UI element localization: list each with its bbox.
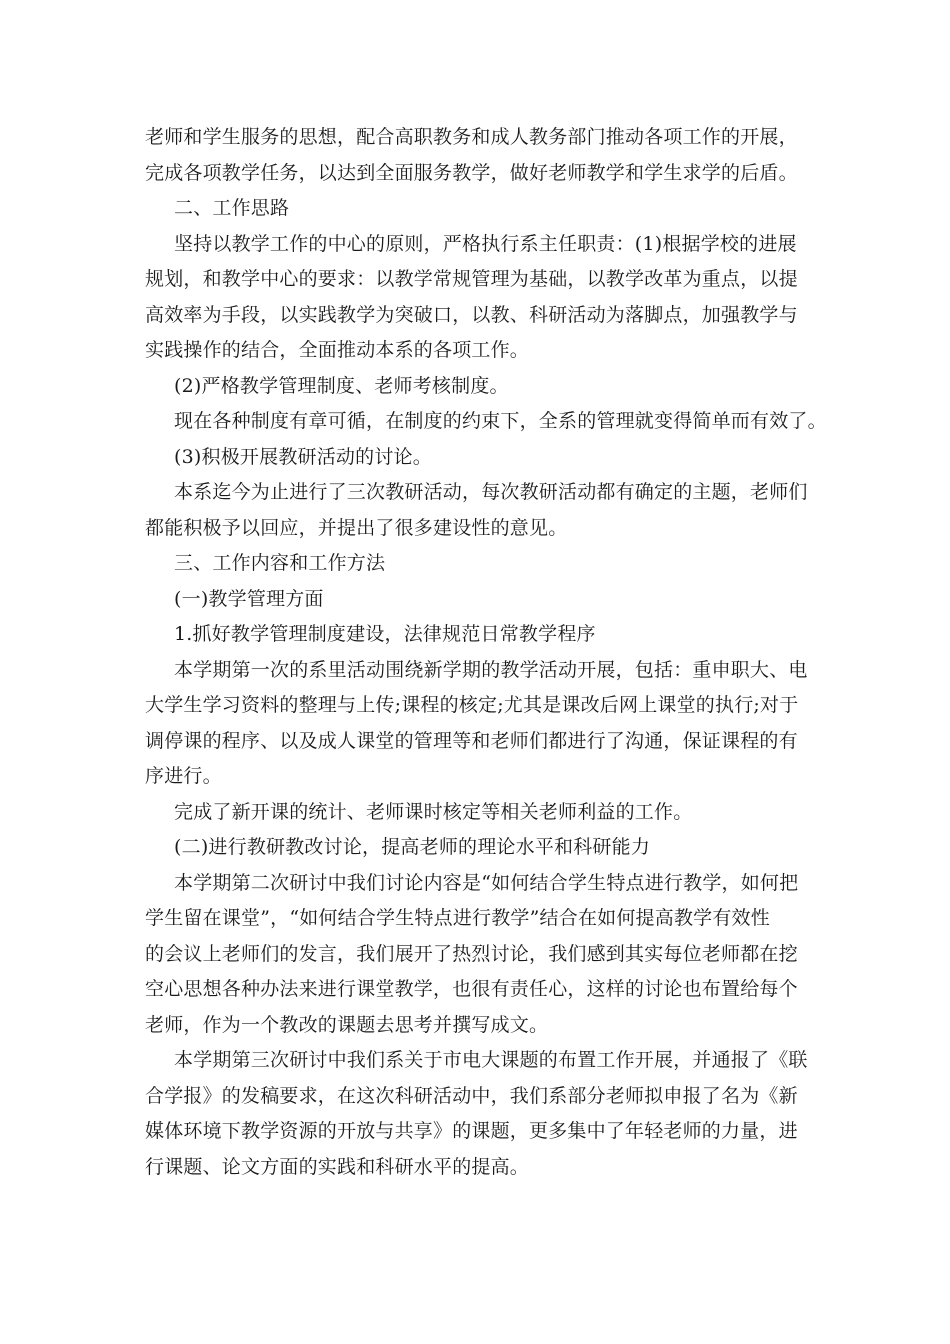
text-line: 的会议上老师们的发言，我们展开了热烈讨论，我们感到其实每位老师都在挖 xyxy=(145,942,798,965)
text-line: 大学生学习资料的整理与上传;课程的核定;尤其是课改后网上课堂的执行;对于 xyxy=(145,694,799,716)
text-line: (3)积极开展教研活动的讨论。 xyxy=(174,445,432,468)
text-line: 行课题、论文方面的实践和科研水平的提高。 xyxy=(145,1155,530,1178)
text-line: 序进行。 xyxy=(145,765,222,787)
text-line: 合学报》的发稿要求，在这次科研活动中，我们系部分老师拟申报了名为《新 xyxy=(145,1084,798,1107)
text-line: 现在各种制度有章可循，在制度的约束下，全系的管理就变得简单而有效了。 xyxy=(174,410,827,432)
text-line: (2)严格教学管理制度、老师考核制度。 xyxy=(174,374,509,397)
text-line: 三、工作内容和工作方法 xyxy=(174,552,386,574)
text-line: 规划，和教学中心的要求：以教学常规管理为基础，以教学改革为重点，以提 xyxy=(145,268,798,290)
text-line: 完成了新开课的统计、老师课时核定等相关老师利益的工作。 xyxy=(174,800,693,823)
text-line: 完成各项教学任务，以达到全面服务教学，做好老师教学和学生求学的后盾。 xyxy=(145,161,798,184)
text-line: 都能积极予以回应，并提出了很多建设性的意见。 xyxy=(145,516,568,539)
text-line: 媒体环境下教学资源的开放与共享》的课题，更多集中了年轻老师的力量，进 xyxy=(145,1120,798,1142)
text-line: 高效率为手段，以实践教学为突破口，以教、科研活动为落脚点，加强教学与 xyxy=(145,303,798,326)
text-line: 本学期第三次研讨中我们系关于市电大课题的布置工作开展，并通报了《联 xyxy=(174,1049,808,1071)
text-line: 本学期第二次研讨中我们讨论内容是“如何结合学生特点进行教学，如何把 xyxy=(174,871,799,894)
text-line: 老师，作为一个教改的课题去思考并撰写成文。 xyxy=(145,1013,549,1036)
document-body xyxy=(145,120,825,1185)
text-line: 本学期第一次的系里活动围绕新学期的教学活动开展，包括：重申职大、电 xyxy=(174,658,808,681)
text-line: 二、工作思路 xyxy=(174,197,290,219)
text-line: 空心思想各种办法来进行课堂教学，也很有责任心，这样的讨论也布置给每个 xyxy=(145,978,798,1000)
text-line: (二)进行教研教改讨论，提高老师的理论水平和科研能力 xyxy=(174,836,651,858)
text-line: 本系迄今为止进行了三次教研活动，每次教研活动都有确定的主题，老师们 xyxy=(174,481,808,503)
text-line: (一)教学管理方面 xyxy=(174,587,324,610)
text-line: 老师和学生服务的思想，配合高职教务和成人教务部门推动各项工作的开展， xyxy=(145,126,798,148)
text-line: 调停课的程序、以及成人课堂的管理等和老师们都进行了沟通，保证课程的有 xyxy=(145,729,798,752)
text-line: 实践操作的结合，全面推动本系的各项工作。 xyxy=(145,339,530,361)
text-line: 坚持以教学工作的中心的原则，严格执行系主任职责：(1)根据学校的进展 xyxy=(174,232,797,255)
text-line: 1.抓好教学管理制度建设，法律规范日常教学程序 xyxy=(174,623,596,645)
text-line: 学生留在课堂”，“如何结合学生特点进行教学”结合在如何提高教学有效性 xyxy=(145,907,770,929)
